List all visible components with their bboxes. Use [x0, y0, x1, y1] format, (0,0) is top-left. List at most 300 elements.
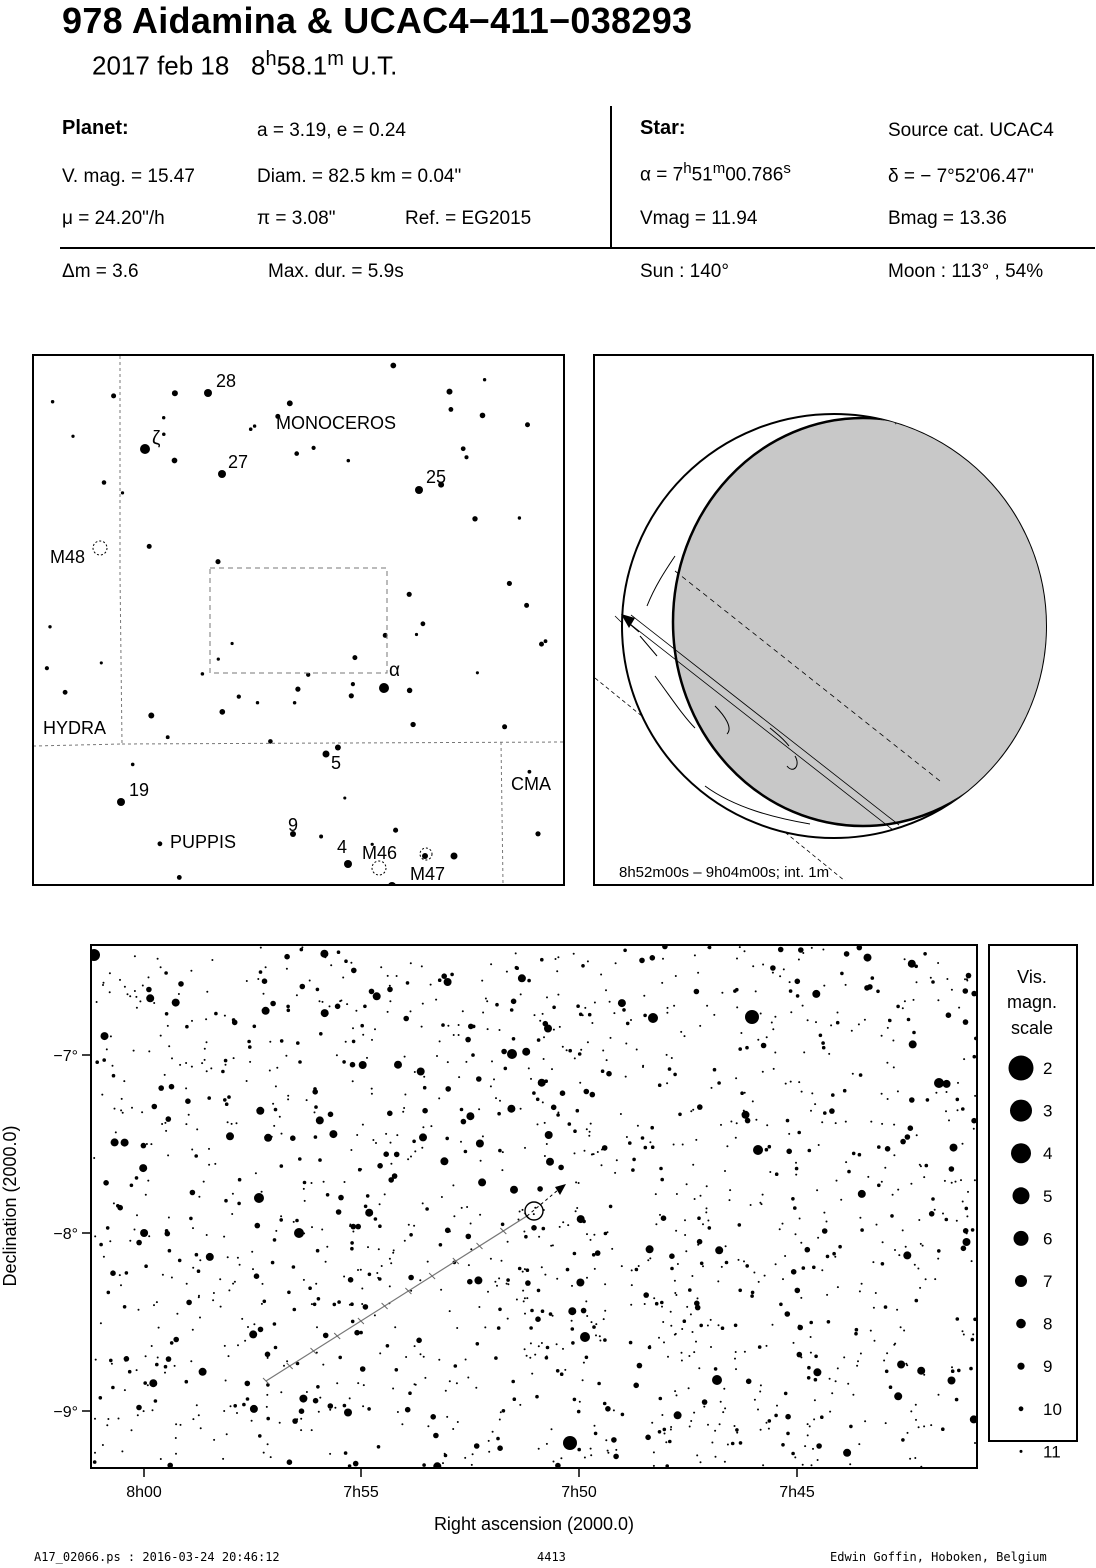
chart-star [421, 1026, 423, 1028]
field-of-view-box [210, 568, 387, 673]
chart-star [664, 1433, 666, 1435]
chart-star [510, 1186, 518, 1194]
chart-star [137, 1414, 139, 1416]
chart-star [200, 1369, 204, 1373]
chart-star [440, 1157, 448, 1165]
chart-star [221, 1070, 225, 1074]
chart-star [963, 1228, 969, 1234]
chart-star [795, 1167, 799, 1171]
chart-star [556, 1113, 560, 1117]
chart-star [335, 1004, 341, 1010]
chart-star [323, 1181, 325, 1183]
chart-star [677, 1263, 679, 1265]
chart-star [712, 1375, 722, 1385]
chart-star [445, 1228, 451, 1234]
chart-star [908, 1125, 914, 1131]
chart-star [136, 1007, 138, 1009]
chart-star [300, 948, 304, 952]
chart-star [799, 1218, 801, 1220]
chart-star [191, 1020, 193, 1022]
chart-star [807, 1366, 811, 1370]
chart-star [407, 1158, 409, 1160]
chart-star [185, 1380, 189, 1384]
chart-star [529, 1326, 533, 1330]
chart-star [262, 1283, 264, 1285]
finder-star [102, 480, 107, 485]
chart-star [141, 1143, 147, 1149]
chart-star [861, 1283, 863, 1285]
chart-star [524, 1348, 526, 1350]
chart-star [227, 1121, 229, 1123]
chart-star [464, 1150, 468, 1154]
chart-star [864, 1420, 866, 1422]
chart-star [905, 1246, 907, 1248]
chart-star [843, 1089, 847, 1093]
chart-star [770, 965, 776, 971]
chart-star [888, 1019, 890, 1021]
chart-star [253, 1025, 257, 1029]
chart-star [693, 1412, 695, 1414]
chart-star [691, 1275, 693, 1277]
chart-star [807, 1423, 809, 1425]
path-tick [429, 1273, 435, 1279]
chart-star [366, 1057, 368, 1059]
chart-star [897, 1090, 899, 1092]
chart-star [822, 1228, 828, 1234]
chart-star [579, 1401, 581, 1403]
chart-star [478, 1178, 486, 1186]
chart-star [529, 1357, 531, 1359]
chart-star [336, 1054, 338, 1056]
chart-star [791, 1452, 795, 1456]
chart-star [524, 1297, 526, 1299]
chart-star [762, 964, 764, 966]
finder-star [447, 389, 453, 395]
chart-star [915, 1404, 917, 1406]
chart-star [607, 1450, 609, 1452]
chart-star [153, 1002, 155, 1004]
finder-star [410, 722, 415, 727]
chart-star [444, 1453, 446, 1455]
chart-star [828, 1053, 830, 1055]
chart-star [949, 1166, 955, 1172]
x-tick-label: 7h55 [343, 1484, 379, 1501]
chart-star [690, 1313, 692, 1315]
chart-star [648, 1013, 658, 1023]
chart-star [168, 1249, 172, 1253]
chart-star [578, 1052, 582, 1056]
ra-s-unit: s [783, 160, 791, 177]
chart-star [519, 1404, 521, 1406]
chart-star [204, 1048, 206, 1050]
chart-star [241, 1318, 243, 1320]
chart-star [914, 1457, 916, 1459]
chart-star [649, 1257, 651, 1259]
chart-star [258, 1327, 264, 1333]
chart-star [541, 1342, 543, 1344]
chart-star [369, 989, 375, 995]
chart-star [700, 1461, 702, 1463]
chart-star [284, 954, 290, 960]
chart-star [638, 1265, 640, 1267]
chart-star [697, 1216, 701, 1220]
event-time-hours: 8 [251, 50, 266, 81]
chart-star [385, 1133, 387, 1135]
chart-star [798, 1081, 800, 1083]
chart-star [531, 1225, 537, 1231]
chart-star [892, 1194, 894, 1196]
chart-star [286, 1005, 290, 1009]
chart-star [383, 1151, 389, 1157]
chart-star [961, 1246, 967, 1252]
chart-star [167, 1025, 169, 1027]
chart-star [470, 1223, 472, 1225]
finder-star [319, 835, 323, 839]
chart-star [190, 1190, 196, 1196]
chart-star [224, 1015, 226, 1017]
chart-star [349, 1304, 351, 1306]
chart-star [590, 1239, 592, 1241]
chart-star [923, 952, 927, 956]
chart-star [722, 1411, 724, 1413]
finder-star [407, 688, 413, 694]
chart-star [390, 1142, 392, 1144]
chart-star [387, 1111, 393, 1117]
chart-star [227, 1256, 229, 1258]
chart-star [343, 1276, 345, 1278]
chart-star [440, 1289, 442, 1291]
chart-star [956, 1098, 960, 1102]
chart-star [788, 1133, 790, 1135]
chart-star [158, 1327, 160, 1329]
chart-star [236, 1122, 238, 1124]
chart-star [963, 1058, 965, 1060]
chart-star [427, 1261, 429, 1263]
chart-star [340, 1000, 342, 1002]
chart-star [337, 1300, 341, 1304]
chart-star [802, 1005, 804, 1007]
chart-star [254, 1273, 260, 1279]
chart-star [533, 1213, 535, 1215]
chart-star [157, 1357, 159, 1359]
chart-star [236, 1412, 238, 1414]
chart-star [450, 973, 454, 977]
chart-star [843, 1449, 851, 1457]
chart-star [456, 1382, 458, 1384]
finder-star [218, 470, 226, 478]
chart-star [595, 1334, 597, 1336]
chart-star [466, 1112, 474, 1120]
chart-star [584, 1150, 586, 1152]
legend-star-symbol [1019, 1406, 1024, 1411]
chart-star [951, 1366, 953, 1368]
chart-star [758, 1281, 760, 1283]
chart-star [827, 1320, 831, 1324]
chart-star [925, 1278, 927, 1280]
chart-star [185, 1025, 189, 1029]
chart-star [757, 1039, 759, 1041]
chart-star [530, 1342, 532, 1344]
label-alpha: α [389, 660, 400, 681]
chart-star [262, 978, 268, 984]
chart-star [727, 1444, 729, 1446]
chart-star [595, 1250, 601, 1256]
chart-star [425, 1207, 429, 1211]
chart-star [706, 1185, 708, 1187]
star-declination: δ = − 7°52'06.47" [888, 166, 1034, 187]
chart-star [766, 1036, 768, 1038]
chart-star [674, 1292, 676, 1294]
chart-star [162, 1274, 164, 1276]
chart-star [377, 1445, 381, 1449]
chart-star [303, 1279, 305, 1281]
chart-star [420, 1353, 422, 1355]
chart-star [148, 1050, 150, 1052]
event-date: 2017 feb 18 [92, 50, 230, 81]
chart-star [416, 1338, 422, 1344]
chart-star [546, 1443, 548, 1445]
cluster-m48-symbol [93, 541, 107, 555]
chart-star [435, 999, 437, 1001]
chart-star [357, 1269, 359, 1271]
chart-star [930, 977, 932, 979]
chart-star [840, 1199, 842, 1201]
chart-star [597, 1151, 599, 1153]
path-tick [477, 1243, 483, 1249]
event-time-minutes: 58.1 [276, 50, 328, 81]
chart-star [134, 1229, 136, 1231]
chart-star [392, 1388, 394, 1390]
chart-star [522, 1209, 524, 1211]
chart-star [300, 984, 306, 990]
chart-star [744, 1351, 746, 1353]
chart-star [852, 1152, 856, 1156]
chart-star [361, 1303, 363, 1305]
chart-star [344, 1181, 346, 1183]
legend-magnitude-label: 8 [1043, 1314, 1053, 1334]
chart-star [963, 1019, 969, 1025]
planet-diameter: Diam. = 82.5 km = 0.04" [257, 166, 462, 187]
chart-star [387, 1011, 389, 1013]
chart-star [185, 1087, 187, 1089]
finder-star [294, 451, 299, 456]
chart-star [814, 1355, 818, 1359]
chart-star [971, 1228, 975, 1232]
chart-star [396, 1134, 398, 1136]
chart-star [807, 1019, 809, 1021]
chart-star [472, 1453, 474, 1455]
label-star-19: 19 [129, 780, 150, 800]
chart-star [674, 1411, 682, 1419]
chart-star [486, 1000, 488, 1002]
chart-star [526, 1268, 530, 1272]
chart-star [491, 1060, 493, 1062]
chart-star [513, 1397, 517, 1401]
chart-star [894, 1249, 896, 1251]
chart-star [154, 1399, 158, 1403]
chart-star [937, 962, 939, 964]
chart-star [837, 1012, 839, 1014]
chart-star [490, 963, 492, 965]
chart-star [147, 1180, 149, 1182]
chart-star [686, 1306, 688, 1308]
chart-star [625, 1043, 627, 1045]
chart-star [148, 976, 150, 978]
chart-star [867, 1176, 869, 1178]
chart-star [93, 1460, 97, 1464]
chart-star [374, 1028, 376, 1030]
chart-star [474, 1276, 482, 1284]
chart-star [321, 1229, 323, 1231]
chart-star [200, 1427, 202, 1429]
chart-star [938, 1394, 940, 1396]
chart-star [631, 1284, 633, 1286]
chart-star [121, 1450, 123, 1452]
chart-star [419, 1279, 421, 1281]
chart-star [971, 1338, 975, 1342]
chart-star [350, 1247, 354, 1251]
chart-star [886, 1352, 888, 1354]
chart-star [495, 1097, 497, 1099]
chart-star [165, 1231, 171, 1237]
chart-star [257, 978, 259, 980]
chart-star [659, 1167, 663, 1171]
chart-star [944, 1180, 946, 1182]
chart-star [836, 1180, 838, 1182]
chart-star [655, 1223, 657, 1225]
chart-star [389, 985, 391, 987]
chart-star [967, 1191, 969, 1193]
finder-star [415, 486, 423, 494]
chart-star [800, 1242, 802, 1244]
chart-star [789, 989, 793, 993]
chart-star [170, 1341, 174, 1345]
chart-star [352, 1080, 354, 1082]
chart-star [207, 1096, 211, 1100]
chart-star [161, 1123, 163, 1125]
chart-star [809, 1425, 811, 1427]
chart-star [213, 1292, 215, 1294]
finder-star [140, 444, 150, 454]
chart-star [688, 1387, 690, 1389]
chart-star [316, 1249, 320, 1253]
chart-star [730, 1121, 732, 1123]
finder-star [45, 666, 49, 670]
chart-star [231, 1123, 233, 1125]
chart-star [103, 1180, 109, 1186]
chart-star [766, 1422, 768, 1424]
chart-star [226, 1433, 228, 1435]
chart-star [404, 1240, 406, 1242]
chart-star [690, 1110, 692, 1112]
chart-star [206, 1041, 208, 1043]
chart-star [897, 1189, 899, 1191]
chart-star [945, 1110, 947, 1112]
chart-star-field [88, 944, 978, 1471]
chart-star [760, 1384, 762, 1386]
chart-star [694, 989, 700, 995]
chart-star [566, 1268, 570, 1272]
chart-star [823, 985, 825, 987]
chart-star [800, 1297, 802, 1299]
chart-star [934, 1209, 936, 1211]
chart-star [321, 1009, 329, 1017]
chart-star [374, 1217, 378, 1221]
finder-star [476, 671, 479, 674]
chart-star [336, 1382, 338, 1384]
chart-star [771, 1022, 773, 1024]
chart-star [355, 1010, 357, 1012]
chart-star [260, 947, 262, 949]
chart-star [844, 951, 850, 957]
chart-star [603, 1338, 607, 1342]
chart-star [676, 1394, 678, 1396]
chart-star [820, 1415, 824, 1419]
chart-star [127, 993, 129, 995]
chart-star [507, 1318, 509, 1320]
chart-star [585, 1356, 589, 1360]
chart-star [269, 1070, 271, 1072]
chart-star [544, 1025, 552, 1033]
chart-star [746, 1379, 752, 1385]
chart-star [219, 1278, 221, 1280]
chart-star [670, 1267, 674, 1271]
chart-star [753, 1145, 763, 1155]
chart-star [916, 1134, 918, 1136]
chart-star [955, 1398, 959, 1402]
chart-star [931, 1197, 935, 1201]
chart-star [206, 1070, 208, 1072]
chart-star [150, 1143, 152, 1145]
chart-star [576, 1279, 584, 1287]
chart-star [362, 1034, 364, 1036]
chart-star [766, 1124, 768, 1126]
chart-star [584, 1457, 586, 1459]
finder-star [407, 592, 412, 597]
chart-star [755, 990, 757, 992]
chart-star [328, 1112, 334, 1118]
chart-star [355, 1224, 361, 1230]
chart-star [814, 1103, 816, 1105]
chart-star [630, 1019, 632, 1021]
chart-star [693, 1351, 695, 1353]
chart-star [441, 973, 447, 979]
chart-star [175, 1423, 177, 1425]
chart-star [903, 1330, 905, 1332]
chart-star [845, 984, 847, 986]
chart-star [785, 1414, 791, 1420]
chart-star [273, 1322, 277, 1326]
chart-star [556, 1278, 558, 1280]
chart-star [768, 1428, 770, 1430]
chart-star [676, 1193, 678, 1195]
chart-star [414, 1345, 416, 1347]
chart-star [738, 1259, 740, 1261]
chart-star [774, 1016, 776, 1018]
chart-star [430, 1125, 432, 1127]
cluster-m46-symbol [372, 861, 386, 875]
chart-star [251, 1420, 253, 1422]
chart-star [233, 1057, 235, 1059]
chart-star [793, 1342, 795, 1344]
chart-star [692, 1331, 694, 1333]
chart-star [436, 1055, 438, 1057]
chart-star [881, 1123, 883, 1125]
chart-star [688, 1288, 692, 1292]
chart-star [112, 1074, 116, 1078]
chart-star [520, 993, 522, 995]
chart-star [773, 1068, 775, 1070]
